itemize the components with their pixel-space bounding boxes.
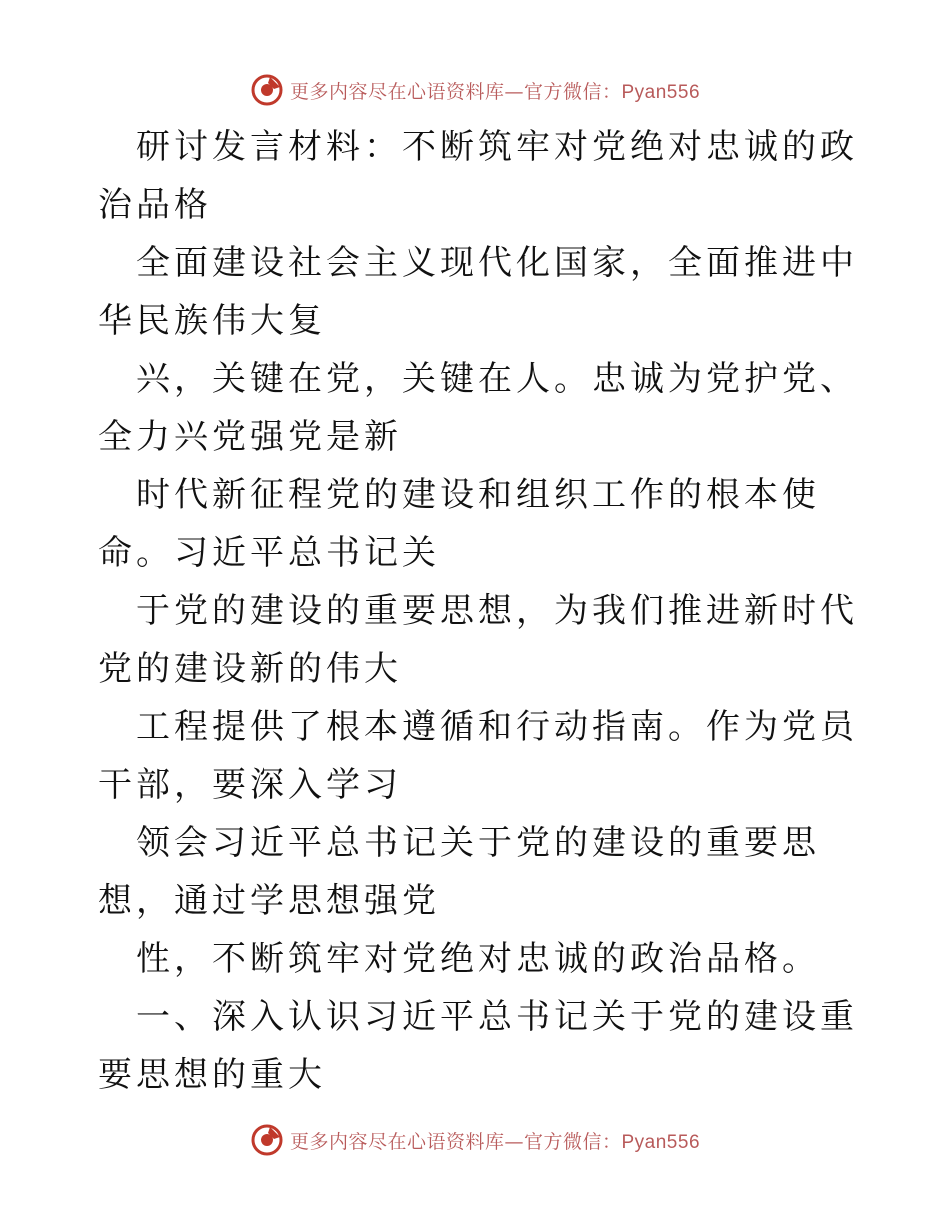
brand-logo-icon — [250, 73, 284, 107]
watermark-text: 更多内容尽在心语资料库—官方微信：Pyan556 — [289, 80, 701, 103]
paragraph: 性，不断筑牢对党绝对忠诚的政治品格。 — [136, 939, 820, 979]
section-heading: 一、深入认识习近平总书记关于党的建设重要思想的重大 — [98, 997, 858, 1095]
paragraph: 兴，关键在党，关键在人。忠诚为党护党、全力兴党强党是新 — [98, 359, 858, 457]
footer-watermark — [0, 1120, 950, 1160]
wechat-id: Pyan556 — [621, 81, 701, 103]
header-watermark — [0, 70, 950, 110]
paragraph: 全面建设社会主义现代化国家，全面推进中华民族伟大复 — [98, 243, 858, 341]
paragraph: 工程提供了根本遵循和行动指南。作为党员干部，要深入学习 — [98, 707, 858, 805]
document-body — [98, 118, 858, 1104]
wechat-id: Pyan556 — [621, 1131, 701, 1153]
paragraph: 领会习近平总书记关于党的建设的重要思想，通过学思想强党 — [98, 823, 820, 921]
paragraph: 时代新征程党的建设和组织工作的根本使命。习近平总书记关 — [98, 475, 820, 573]
paragraph-title: 研讨发言材料：不断筑牢对党绝对忠诚的政治品格 — [98, 127, 858, 225]
paragraph: 于党的建设的重要思想，为我们推进新时代党的建设新的伟大 — [98, 591, 858, 689]
brand-logo-icon — [250, 1123, 284, 1157]
watermark-text: 更多内容尽在心语资料库—官方微信：Pyan556 — [289, 1130, 701, 1153]
